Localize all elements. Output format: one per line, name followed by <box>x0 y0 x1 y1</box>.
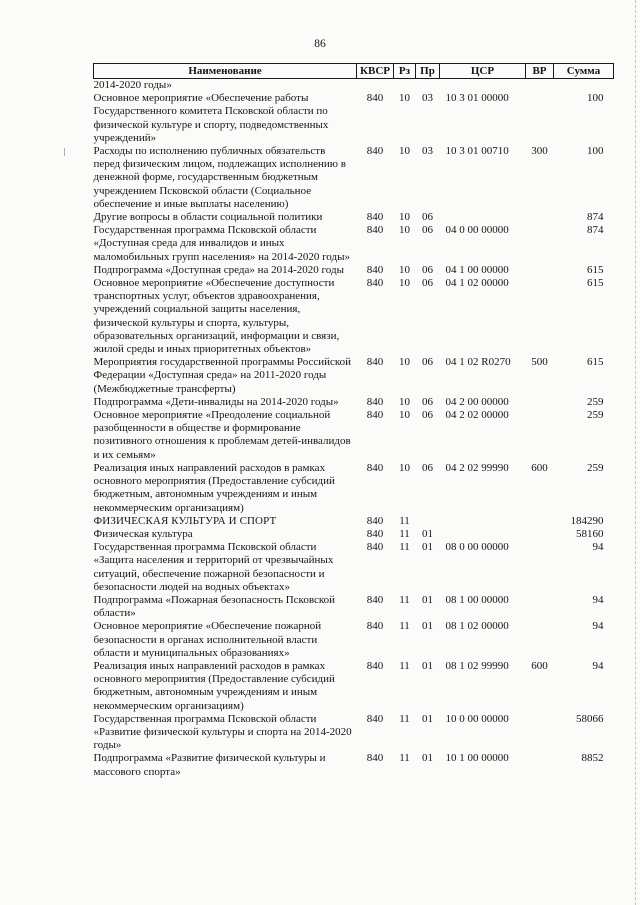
cell-kvsr: 840 <box>366 211 384 224</box>
cell-name: Подпрограмма «Пожарная безопасность Псковской области» <box>93 593 336 620</box>
cell-sum: 94 <box>592 541 604 554</box>
cell-rz: 11 <box>399 527 410 540</box>
table-row <box>94 515 614 528</box>
cell-csr <box>440 211 526 224</box>
cell-kvsr: 840 <box>366 145 384 158</box>
header-csr: ЦСР <box>440 64 526 79</box>
cell-sum: 615 <box>587 277 604 290</box>
cell-sum: 259 <box>587 409 604 422</box>
cell-name: Подпрограмма «Развитие физической культуры и массового спорта» <box>93 752 326 778</box>
cell-csr: 04 1 02 00000 <box>445 277 509 290</box>
cell-csr: 04 1 02 R0270 <box>445 356 511 369</box>
cell-pr <box>416 79 440 93</box>
cell-rz: 10 <box>399 395 410 408</box>
table-row <box>94 660 614 713</box>
cell-name: Реализация иных направлений расходов в рамках основного мероприятия (Предоставление субсидий бюджетным, автономным учреждениям и иным некоммерческим организациям) <box>93 659 335 712</box>
cell-kvsr: 840 <box>366 224 384 237</box>
cell-pr: 06 <box>422 277 433 290</box>
cell-kvsr: 840 <box>366 527 384 540</box>
cell-csr: 04 2 00 00000 <box>445 395 509 408</box>
cell-pr: 01 <box>422 659 433 672</box>
cell-name: Государственная программа Псковской области «Развитие физической культуры и спорта на 2014-2020 годы» <box>93 712 352 752</box>
header-sum: Сумма <box>554 64 614 79</box>
cell-name: Основное мероприятие «Обеспечение доступности транспортных услуг, объектов здравоохранения, учреждений социальной защиты населения, физической культуры и спорта, культуры, образовательных организаций, информации и связи, жилой среды и иных приоритетных объектов» <box>93 277 340 356</box>
cell-rz: 10 <box>399 409 410 422</box>
table-row <box>94 752 614 778</box>
cell-kvsr: 840 <box>366 620 384 633</box>
cell-sum: 94 <box>592 620 604 633</box>
cell-pr <box>416 515 440 528</box>
cell-sum: 874 <box>587 211 604 224</box>
cell-kvsr: 840 <box>366 541 384 554</box>
cell-kvsr: 840 <box>366 752 384 765</box>
cell-rz: 11 <box>399 620 410 633</box>
table-row <box>94 396 614 409</box>
cell-vr <box>526 79 554 93</box>
budget-table <box>93 63 614 779</box>
cell-kvsr: 840 <box>366 263 384 276</box>
cell-vr <box>526 224 554 264</box>
cell-vr <box>526 264 554 277</box>
cell-name: Основное мероприятие «Обеспечение пожарной безопасности в органах исполнительной власти области и муниципальных образованиях» <box>93 620 322 659</box>
table-body <box>94 79 614 779</box>
cell-csr <box>440 515 526 528</box>
cell-sum: 58160 <box>576 527 604 540</box>
header-kvsr: КВСР <box>357 64 394 79</box>
table-row <box>94 541 614 594</box>
cell-csr: 10 1 00 00000 <box>445 752 509 765</box>
table-row <box>94 277 614 356</box>
table-header <box>94 64 614 79</box>
cell-rz: 10 <box>399 263 410 276</box>
cell-csr: 10 3 01 00000 <box>445 92 509 105</box>
cell-name: Основное мероприятие «Преодоление социальной разобщенности в обществе и формирование позитивного отношения к проблемам детей-инвалидов и их семьям» <box>93 409 351 461</box>
cell-pr: 01 <box>422 712 433 725</box>
table-row <box>94 409 614 462</box>
cell-sum: 94 <box>592 659 604 672</box>
cell-rz: 11 <box>399 659 410 672</box>
cell-csr: 04 0 00 00000 <box>445 224 509 237</box>
cell-pr: 03 <box>422 145 433 158</box>
cell-rz: 10 <box>399 277 410 290</box>
cell-pr: 01 <box>422 527 433 540</box>
cell-sum: 100 <box>587 145 604 158</box>
cell-rz: 11 <box>399 752 410 765</box>
cell-vr <box>526 277 554 356</box>
table-row <box>94 620 614 660</box>
cell-rz: 10 <box>399 356 410 369</box>
header-name: Наименование <box>94 64 357 79</box>
cell-pr: 06 <box>422 211 433 224</box>
cell-name: Основное мероприятие «Обеспечение работы Государственного комитета Псковской области по физической культуре и спорту, подведомственных учреждений» <box>93 92 329 144</box>
cell-kvsr: 840 <box>366 277 384 290</box>
cell-pr: 06 <box>422 395 433 408</box>
table-row <box>94 79 614 93</box>
cell-name: Мероприятия государственной программы Российской Федерации «Доступная среда» на 2011-2020 годы (Межбюджетные трансферты) <box>93 356 352 395</box>
cell-vr <box>526 713 554 753</box>
cell-kvsr: 840 <box>366 409 384 422</box>
cell-rz: 11 <box>399 541 410 554</box>
cell-rz <box>394 79 416 93</box>
table-row <box>94 92 614 145</box>
cell-csr: 08 1 00 00000 <box>445 593 509 606</box>
cell-kvsr: 840 <box>366 514 384 527</box>
cell-sum: 615 <box>587 263 604 276</box>
table-row <box>94 264 614 277</box>
cell-rz: 10 <box>399 92 410 105</box>
cell-pr: 06 <box>422 356 433 369</box>
page-number: 86 <box>314 38 326 50</box>
cell-pr: 06 <box>422 263 433 276</box>
cell-vr: 500 <box>531 356 548 369</box>
cell-vr: 600 <box>531 461 548 474</box>
table-row <box>94 528 614 541</box>
cell-sum: 874 <box>587 224 604 237</box>
cell-kvsr: 840 <box>366 395 384 408</box>
cell-kvsr: 840 <box>366 659 384 672</box>
cell-sum <box>554 79 614 93</box>
cell-csr <box>440 528 526 541</box>
cell-pr: 01 <box>422 593 433 606</box>
cell-vr <box>526 620 554 660</box>
table-row <box>94 356 614 396</box>
table-row <box>94 462 614 515</box>
cell-csr: 04 2 02 99990 <box>445 461 509 474</box>
cell-name: Подпрограмма «Дети-инвалиды на 2014-2020 годы» <box>93 395 339 408</box>
table-row <box>94 145 614 211</box>
cell-kvsr: 840 <box>366 712 384 725</box>
table-row <box>94 713 614 753</box>
table-row <box>94 224 614 264</box>
cell-kvsr: 840 <box>366 92 384 105</box>
cell-pr: 01 <box>422 620 433 633</box>
cell-vr <box>526 92 554 145</box>
cell-name: Расходы по исполнению публичных обязательств перед физическим лицом, подлежащих исполнению в денежной форме, государственным бюджетным учреждением Псковской области (Социальное обеспечение и иные выплаты населению) <box>93 145 346 210</box>
cell-name: Физическая культура <box>93 527 193 540</box>
cell-name: Подпрограмма «Доступная среда» на 2014-2020 годы <box>93 263 344 276</box>
cell-csr: 04 2 02 00000 <box>445 409 509 422</box>
header-rz: Рз <box>394 64 416 79</box>
cell-vr <box>526 409 554 462</box>
cell-vr <box>526 594 554 620</box>
cell-sum: 100 <box>587 92 604 105</box>
cell-rz: 11 <box>399 593 410 606</box>
cell-vr <box>526 396 554 409</box>
cell-sum: 259 <box>587 461 604 474</box>
cell-pr: 01 <box>422 752 433 765</box>
cell-name: ФИЗИЧЕСКАЯ КУЛЬТУРА И СПОРТ <box>93 514 277 527</box>
cell-csr: 04 1 00 00000 <box>445 263 509 276</box>
header-pr: Пр <box>416 64 440 79</box>
cell-pr: 06 <box>422 409 433 422</box>
cell-vr <box>526 541 554 594</box>
cell-pr: 01 <box>422 541 433 554</box>
cell-kvsr: 840 <box>366 461 384 474</box>
scan-edge <box>634 0 636 905</box>
table-row <box>94 211 614 224</box>
cell-rz: 10 <box>399 224 410 237</box>
cell-csr: 08 1 02 99990 <box>445 659 509 672</box>
cell-sum: 8852 <box>581 752 604 765</box>
cell-vr: 600 <box>531 659 548 672</box>
table-row <box>94 594 614 620</box>
cell-pr: 06 <box>422 461 433 474</box>
cell-rz: 10 <box>399 461 410 474</box>
cell-sum: 184290 <box>570 514 604 527</box>
cell-csr: 08 1 02 00000 <box>445 620 509 633</box>
cell-rz: 11 <box>399 514 410 527</box>
cell-rz: 11 <box>399 712 410 725</box>
cell-sum: 259 <box>587 395 604 408</box>
cell-kvsr: 840 <box>366 593 384 606</box>
cell-rz: 10 <box>399 211 410 224</box>
cell-csr: 10 3 01 00710 <box>445 145 509 158</box>
cell-name: Реализация иных направлений расходов в рамках основного мероприятия (Предоставление субсидий бюджетным, автономным учреждениям и иным некоммерческим организациям) <box>93 461 335 514</box>
cell-name: Государственная программа Псковской области «Защита населения и территорий от чрезвычайных ситуаций, обеспечение пожарной безопасности и безопасности людей на водных объектах» <box>93 541 334 593</box>
cell-vr: 300 <box>531 145 548 158</box>
cell-sum: 615 <box>587 356 604 369</box>
cell-name: Государственная программа Псковской области «Доступная среда для инвалидов и иных маломобильных групп населения» на 2014-2020 годы» <box>93 224 350 263</box>
cell-vr <box>526 515 554 528</box>
cell-sum: 94 <box>592 593 604 606</box>
cell-csr: 10 0 00 00000 <box>445 712 509 725</box>
cell-vr <box>526 211 554 224</box>
scan-mark <box>64 148 65 156</box>
cell-pr: 03 <box>422 92 433 105</box>
cell-kvsr <box>357 79 394 93</box>
cell-name: 2014-2020 годы» <box>93 79 172 91</box>
cell-rz: 10 <box>399 145 410 158</box>
header-vr: ВР <box>526 64 554 79</box>
cell-csr <box>440 79 526 93</box>
cell-vr <box>526 752 554 778</box>
cell-name: Другие вопросы в области социальной политики <box>93 211 323 224</box>
cell-sum: 58066 <box>576 712 604 725</box>
cell-kvsr: 840 <box>366 356 384 369</box>
cell-csr: 08 0 00 00000 <box>445 541 509 554</box>
cell-vr <box>526 528 554 541</box>
cell-pr: 06 <box>422 224 433 237</box>
